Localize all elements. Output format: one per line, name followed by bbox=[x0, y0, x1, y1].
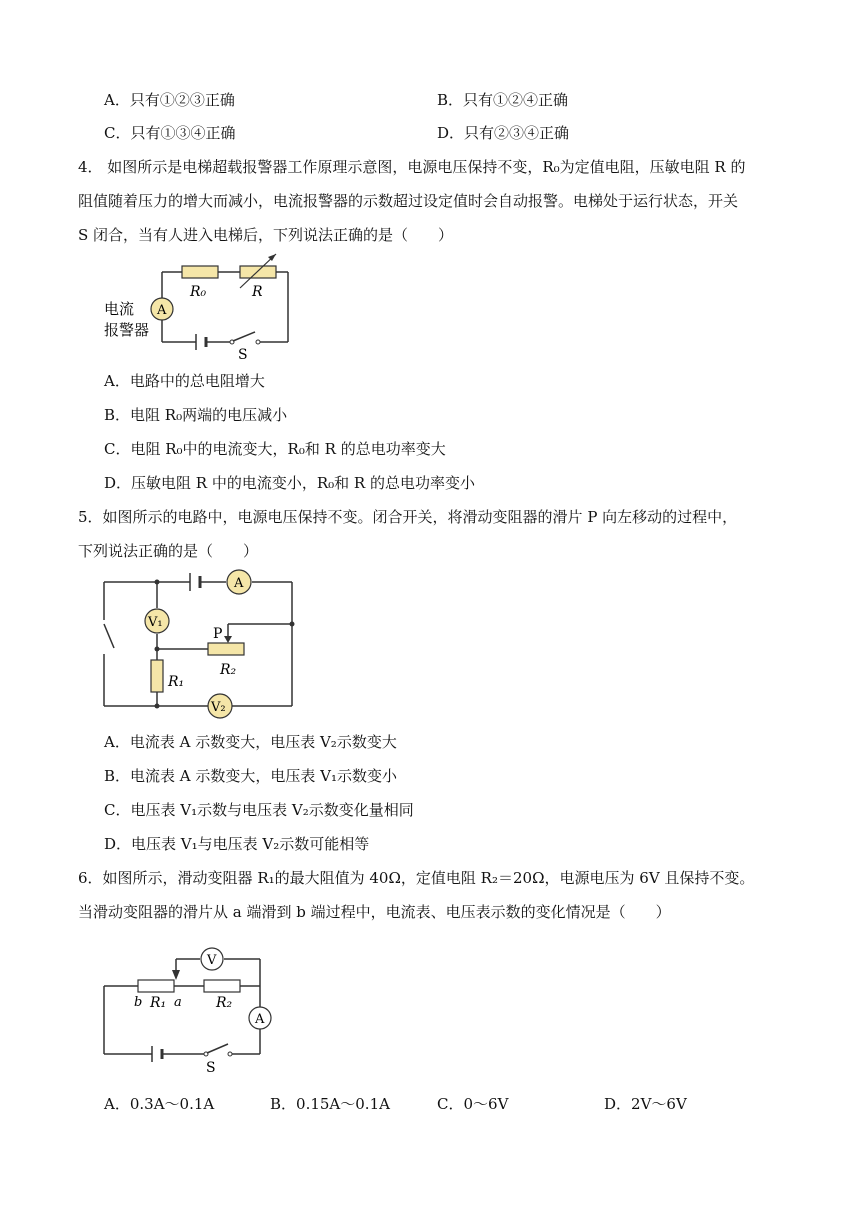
q6-option-b: B．0.15A～0.1A bbox=[270, 1095, 390, 1113]
switch-icon bbox=[207, 1044, 228, 1053]
svg-text:V₁: V₁ bbox=[148, 615, 163, 630]
q4-option-a: A．电路中的总电阻增大 bbox=[104, 372, 265, 390]
switch-label: S bbox=[206, 1060, 216, 1076]
r1-label: R₁ bbox=[168, 674, 185, 690]
q5-circuit-diagram bbox=[90, 566, 310, 726]
alarm-label-1: 电流 bbox=[104, 300, 135, 318]
q4-stem-line2: 阻值随着压力的增大而减小，电流报警器的示数超过设定值时会自动报警。电梯处于运行状态，开关 bbox=[78, 192, 739, 210]
r1-resistor bbox=[151, 660, 163, 692]
q4-option-c: C．电阻 R₀中的电流变大，R₀和 R 的总电功率变大 bbox=[104, 440, 446, 458]
q6-option-c: C．0～6V bbox=[437, 1095, 509, 1113]
q4-option-b: B．电阻 R₀两端的电压减小 bbox=[104, 406, 288, 424]
q4-circuit-diagram bbox=[100, 250, 300, 362]
r2-label: R₂ bbox=[220, 662, 237, 678]
q5-option-d: D．电压表 V₁与电压表 V₂示数可能相等 bbox=[104, 835, 370, 853]
r1-label: R₁ bbox=[150, 995, 167, 1011]
svg-text:V₂: V₂ bbox=[211, 700, 226, 715]
switch-icon bbox=[233, 332, 255, 341]
q6-stem-line2: 当滑动变阻器的滑片从 a 端滑到 b 端过程中，电流表、电压表示数的变化情况是（ ） bbox=[78, 903, 671, 921]
r0-resistor bbox=[182, 266, 218, 278]
q3-option-c: C．只有①③④正确 bbox=[104, 124, 236, 142]
svg-text:A: A bbox=[157, 303, 167, 318]
q6-stem-line1: 6．如图所示，滑动变阻器 R₁的最大阻值为 40Ω，定值电阻 R₂＝20Ω，电源电压为 6V 且保持不变。 bbox=[78, 869, 755, 887]
q6-option-a: A．0.3A～0.1A bbox=[104, 1095, 215, 1113]
q6-circuit-diagram bbox=[96, 936, 286, 1076]
q5-option-a: A．电流表 A 示数变大，电压表 V₂示数变大 bbox=[104, 733, 397, 751]
q5-stem-line1: 5．如图所示的电路中，电源电压保持不变。闭合开关，将滑动变阻器的滑片 P 向左移动的过程中， bbox=[78, 508, 738, 526]
a-end-label: a bbox=[174, 995, 182, 1010]
q3-option-b: B．只有①②④正确 bbox=[437, 91, 569, 109]
q4-stem-line3: S 闭合，当有人进入电梯后，下列说法正确的是（ ） bbox=[78, 226, 454, 244]
q3-option-d: D．只有②③④正确 bbox=[437, 124, 570, 142]
svg-text:V: V bbox=[207, 953, 217, 968]
q5-stem-line2: 下列说法正确的是（ ） bbox=[78, 542, 259, 560]
q5-option-b: B．电流表 A 示数变大，电压表 V₁示数变小 bbox=[104, 767, 398, 785]
r2-resistor bbox=[204, 980, 240, 992]
switch-label: S bbox=[238, 347, 248, 362]
r2-label: R₂ bbox=[216, 995, 233, 1011]
q3-option-a: A．只有①②③正确 bbox=[104, 91, 235, 109]
q6-option-d: D．2V～6V bbox=[604, 1095, 687, 1113]
r1-slider-resistor bbox=[138, 980, 174, 992]
b-end-label: b bbox=[134, 995, 143, 1010]
r2-resistor bbox=[208, 643, 244, 655]
q4-option-d: D．压敏电阻 R 中的电流变小，R₀和 R 的总电功率变小 bbox=[104, 474, 475, 492]
q5-option-c: C．电压表 V₁示数与电压表 V₂示数变化量相同 bbox=[104, 801, 414, 819]
svg-text:A: A bbox=[234, 576, 244, 591]
r-label: R bbox=[252, 284, 263, 300]
q4-stem-line1: 4． 如图所示是电梯超载报警器工作原理示意图，电源电压保持不变，R₀为定值电阻，压敏电阻 R 的 bbox=[78, 158, 746, 176]
slider-p-label: P bbox=[213, 626, 223, 642]
svg-text:A: A bbox=[255, 1012, 265, 1027]
r-variable-resistor bbox=[240, 266, 276, 278]
r0-label: R₀ bbox=[190, 284, 207, 300]
alarm-label-2: 报警器 bbox=[104, 321, 150, 339]
